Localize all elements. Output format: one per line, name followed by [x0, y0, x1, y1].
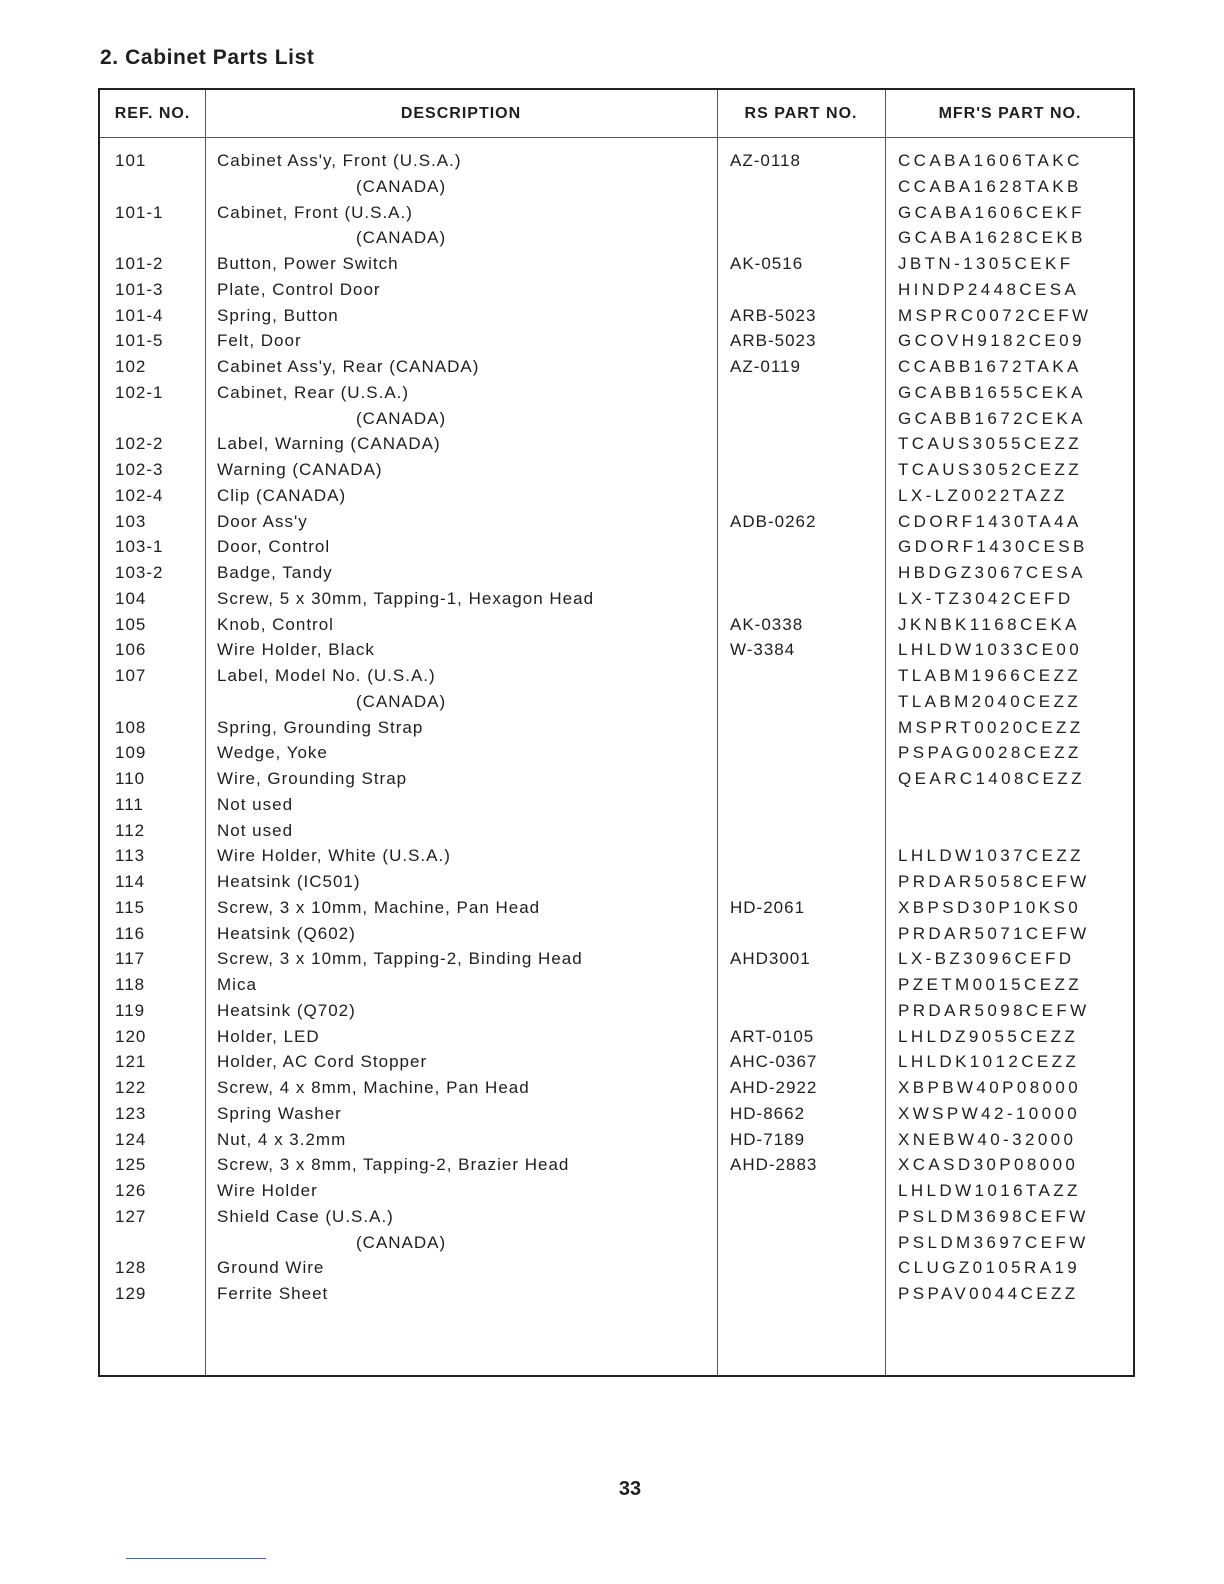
- mfr-part-no-cell: LHLDZ9055CEZZ: [898, 1026, 1079, 1046]
- table-row: [100, 869, 1133, 895]
- mfr-part-no-cell: TLABM1966CEZZ: [898, 666, 1082, 685]
- mfr-part-no-cell: TLABM2040CEZZ: [898, 691, 1082, 711]
- ref-no-cell: 106: [115, 640, 147, 660]
- description-cell: Label, Warning (CANADA): [217, 434, 441, 454]
- ref-no-cell: 121: [115, 1052, 147, 1072]
- mfr-part-no-cell: PSLDM3697CEFW: [898, 1232, 1089, 1252]
- description-cell: Screw, 5 x 30mm, Tapping-1, Hexagon Head: [217, 588, 595, 608]
- mfr-part-no-cell: CCABA1628TAKB: [898, 176, 1082, 196]
- mfr-part-no-cell: PSPAG0028CEZZ: [898, 743, 1082, 763]
- rs-part-no-cell: AK-0338: [730, 614, 804, 634]
- mfr-part-no-cell: CCABA1606TAKC: [898, 151, 1083, 170]
- table-row: [100, 303, 1133, 329]
- mfr-part-no-cell: PRDAR5071CEFW: [898, 923, 1090, 943]
- mfr-part-no-cell: JBTN-1305CEKF: [898, 254, 1074, 273]
- description-cell: Not used: [217, 794, 294, 814]
- mfr-part-no-cell: MSPRC0072CEFW: [898, 305, 1092, 325]
- description-cell: Holder, LED: [217, 1026, 320, 1046]
- footer-rule: [126, 1558, 266, 1559]
- table-row: [100, 560, 1133, 586]
- description-cell: Spring, Button: [217, 305, 339, 325]
- table-row: [100, 380, 1133, 406]
- mfr-part-no-cell: PRDAR5058CEFW: [898, 872, 1090, 891]
- mfr-part-no-cell: MSPRT0020CEZZ: [898, 717, 1084, 737]
- mfr-part-no-cell: GCABA1628CEKB: [898, 228, 1086, 248]
- mfr-part-no-cell: HINDP2448CESA: [898, 279, 1080, 299]
- table-row: [100, 1075, 1133, 1101]
- description-cell: Button, Power Switch: [217, 254, 399, 273]
- rs-part-no-cell: AHD3001: [730, 949, 811, 969]
- rs-part-no-cell: AHC-0367: [730, 1052, 818, 1072]
- table-row: [100, 663, 1133, 689]
- ref-no-cell: 114: [115, 872, 146, 891]
- mfr-part-no-cell: PZETM0015CEZZ: [898, 975, 1083, 994]
- parts-table: [98, 88, 1135, 1377]
- description-cell: Wire, Grounding Strap: [217, 769, 408, 788]
- description-cell: Heatsink (Q702): [217, 1000, 356, 1020]
- rs-part-no-cell: ART-0105: [730, 1026, 815, 1046]
- table-row: [100, 225, 1133, 251]
- table-row: [100, 715, 1133, 741]
- table-row: [100, 483, 1133, 509]
- table-row: [100, 921, 1133, 947]
- description-cell: Shield Case (U.S.A.): [217, 1206, 394, 1226]
- table-row: [100, 457, 1133, 483]
- table-row: [100, 586, 1133, 612]
- description-cell: Cabinet Ass'y, Front (U.S.A.): [217, 151, 462, 170]
- table-row: [100, 174, 1133, 200]
- table-row: [100, 843, 1133, 869]
- mfr-part-no-cell: PSLDM3698CEFW: [898, 1206, 1089, 1226]
- table-row: [100, 895, 1133, 921]
- header-divider: [100, 137, 1133, 138]
- ref-no-cell: 120: [115, 1026, 147, 1046]
- mfr-part-no-cell: LHLDW1016TAZZ: [898, 1181, 1081, 1200]
- table-row: [100, 1049, 1133, 1075]
- page-number: 33: [618, 1478, 642, 1500]
- description-cell: Heatsink (Q602): [217, 923, 356, 943]
- page-title: 2. Cabinet Parts List: [100, 46, 315, 69]
- rs-part-no-cell: HD-2061: [730, 897, 806, 917]
- ref-no-cell: 101-1: [115, 202, 164, 222]
- description-cell: Cabinet, Front (U.S.A.): [217, 202, 413, 222]
- table-row: [100, 946, 1133, 972]
- description-cell: Plate, Control Door: [217, 279, 381, 299]
- ref-no-cell: 101: [115, 151, 147, 170]
- table-row: [100, 740, 1133, 766]
- header-ref-no: REF. NO.: [114, 105, 191, 122]
- ref-no-cell: 101-3: [115, 279, 164, 299]
- ref-no-cell: 103-2: [115, 563, 164, 582]
- ref-no-cell: 107: [115, 666, 147, 685]
- mfr-part-no-cell: PSPAV0044CEZZ: [898, 1284, 1079, 1303]
- table-row: [100, 689, 1133, 715]
- ref-no-cell: 117: [115, 949, 146, 969]
- ref-no-cell: 102-4: [115, 485, 164, 505]
- rs-part-no-cell: AZ-0119: [730, 357, 801, 376]
- ref-no-cell: 102-3: [115, 460, 164, 479]
- description-cell: Door, Control: [217, 537, 331, 557]
- mfr-part-no-cell: XBPSD30P10KS0: [898, 897, 1082, 917]
- ref-no-cell: 116: [115, 923, 146, 943]
- description-cell: Clip (CANADA): [217, 485, 347, 505]
- mfr-part-no-cell: XBPBW40P08000: [898, 1078, 1082, 1097]
- ref-no-cell: 119: [115, 1000, 146, 1020]
- header-rs-part-no: RS PART NO.: [744, 105, 858, 122]
- table-row: [100, 328, 1133, 354]
- description-cell: Screw, 3 x 10mm, Machine, Pan Head: [217, 897, 541, 917]
- description-cell: Heatsink (IC501): [217, 872, 361, 891]
- mfr-part-no-cell: CDORF1430TA4A: [898, 511, 1082, 531]
- table-row: [100, 1152, 1133, 1178]
- description-cell: (CANADA): [356, 691, 447, 711]
- table-row: [100, 431, 1133, 457]
- ref-no-cell: 109: [115, 743, 147, 763]
- mfr-part-no-cell: LX-BZ3096CEFD: [898, 949, 1075, 969]
- table-row: [100, 277, 1133, 303]
- mfr-part-no-cell: CCABB1672TAKA: [898, 357, 1082, 376]
- table-row: [100, 818, 1133, 844]
- table-row: [100, 637, 1133, 663]
- description-cell: (CANADA): [356, 1232, 447, 1252]
- table-row: [100, 1204, 1133, 1230]
- ref-no-cell: 128: [115, 1258, 147, 1278]
- mfr-part-no-cell: GCABB1672CEKA: [898, 408, 1086, 428]
- mfr-part-no-cell: HBDGZ3067CESA: [898, 563, 1086, 582]
- description-cell: Screw, 3 x 10mm, Tapping-2, Binding Head: [217, 949, 583, 969]
- table-row: [100, 354, 1133, 380]
- rs-part-no-cell: HD-8662: [730, 1103, 806, 1123]
- description-cell: Cabinet Ass'y, Rear (CANADA): [217, 357, 480, 376]
- ref-no-cell: 102-2: [115, 434, 164, 454]
- description-cell: Screw, 3 x 8mm, Tapping-2, Brazier Head: [217, 1155, 570, 1175]
- description-cell: Badge, Tandy: [217, 563, 333, 582]
- ref-no-cell: 126: [115, 1181, 147, 1200]
- description-cell: Wire Holder, White (U.S.A.): [217, 846, 451, 866]
- ref-no-cell: 125: [115, 1155, 147, 1175]
- rs-part-no-cell: AHD-2922: [730, 1078, 818, 1097]
- ref-no-cell: 123: [115, 1103, 147, 1123]
- ref-no-cell: 122: [115, 1078, 147, 1097]
- table-row: [100, 200, 1133, 226]
- table-row: [100, 509, 1133, 535]
- ref-no-cell: 127: [115, 1206, 147, 1226]
- ref-no-cell: 108: [115, 717, 147, 737]
- mfr-part-no-cell: XCASD30P08000: [898, 1155, 1079, 1175]
- description-cell: Not used: [217, 820, 294, 840]
- description-cell: Spring Washer: [217, 1103, 342, 1123]
- description-cell: Cabinet, Rear (U.S.A.): [217, 382, 410, 402]
- table-row: [100, 1255, 1133, 1281]
- description-cell: Wire Holder: [217, 1181, 318, 1200]
- table-row: [100, 612, 1133, 638]
- mfr-part-no-cell: TCAUS3052CEZZ: [898, 460, 1083, 479]
- description-cell: Holder, AC Cord Stopper: [217, 1052, 428, 1072]
- rs-part-no-cell: AHD-2883: [730, 1155, 818, 1175]
- ref-no-cell: 111: [115, 794, 144, 814]
- mfr-part-no-cell: GCABA1606CEKF: [898, 202, 1085, 222]
- mfr-part-no-cell: CLUGZ0105RA19: [898, 1258, 1081, 1278]
- ref-no-cell: 104: [115, 588, 147, 608]
- description-cell: Ground Wire: [217, 1258, 325, 1278]
- description-cell: Knob, Control: [217, 614, 334, 634]
- mfr-part-no-cell: LHLDK1012CEZZ: [898, 1052, 1080, 1072]
- mfr-part-no-cell: GCOVH9182CE09: [898, 331, 1085, 351]
- table-row: [100, 972, 1133, 998]
- mfr-part-no-cell: XNEBW40-32000: [898, 1129, 1077, 1149]
- rs-part-no-cell: W-3384: [730, 640, 796, 660]
- description-cell: Label, Model No. (U.S.A.): [217, 666, 436, 685]
- description-cell: (CANADA): [356, 408, 447, 428]
- rs-part-no-cell: AZ-0118: [730, 151, 801, 170]
- mfr-part-no-cell: LX-TZ3042CEFD: [898, 588, 1074, 608]
- ref-no-cell: 103-1: [115, 537, 164, 557]
- table-row: [100, 1230, 1133, 1256]
- description-cell: (CANADA): [356, 176, 447, 196]
- header-mfr-part-no: MFR'S PART NO.: [938, 105, 1082, 122]
- rs-part-no-cell: ADB-0262: [730, 511, 817, 531]
- mfr-part-no-cell: GDORF1430CESB: [898, 537, 1088, 557]
- ref-no-cell: 112: [115, 820, 146, 840]
- description-cell: Felt, Door: [217, 331, 302, 351]
- mfr-part-no-cell: GCABB1655CEKA: [898, 382, 1086, 402]
- ref-no-cell: 124: [115, 1129, 147, 1149]
- table-row: [100, 534, 1133, 560]
- table-row: [100, 148, 1133, 174]
- description-cell: Spring, Grounding Strap: [217, 717, 424, 737]
- description-cell: Warning (CANADA): [217, 460, 383, 479]
- description-cell: Wire Holder, Black: [217, 640, 375, 660]
- ref-no-cell: 102: [115, 357, 147, 376]
- ref-no-cell: 110: [115, 769, 146, 788]
- ref-no-cell: 129: [115, 1284, 147, 1303]
- mfr-part-no-cell: JKNBK1168CEKA: [898, 614, 1080, 634]
- table-row: [100, 1024, 1133, 1050]
- ref-no-cell: 118: [115, 975, 146, 994]
- ref-no-cell: 101-2: [115, 254, 164, 273]
- mfr-part-no-cell: PRDAR5098CEFW: [898, 1000, 1090, 1020]
- table-row: [100, 251, 1133, 277]
- table-row: [100, 998, 1133, 1024]
- rs-part-no-cell: AK-0516: [730, 254, 804, 273]
- rs-part-no-cell: ARB-5023: [730, 331, 817, 351]
- description-cell: Door Ass'y: [217, 511, 308, 531]
- table-row: [100, 1178, 1133, 1204]
- description-cell: Screw, 4 x 8mm, Machine, Pan Head: [217, 1078, 530, 1097]
- mfr-part-no-cell: LX-LZ0022TAZZ: [898, 485, 1068, 505]
- ref-no-cell: 103: [115, 511, 147, 531]
- table-row: [100, 406, 1133, 432]
- rs-part-no-cell: HD-7189: [730, 1129, 806, 1149]
- rs-part-no-cell: ARB-5023: [730, 305, 817, 325]
- table-row: [100, 792, 1133, 818]
- description-cell: (CANADA): [356, 228, 447, 248]
- ref-no-cell: 115: [115, 897, 146, 917]
- mfr-part-no-cell: XWSPW42-10000: [898, 1103, 1081, 1123]
- ref-no-cell: 113: [115, 846, 146, 866]
- ref-no-cell: 101-4: [115, 305, 164, 325]
- ref-no-cell: 102-1: [115, 382, 164, 402]
- mfr-part-no-cell: LHLDW1037CEZZ: [898, 846, 1084, 866]
- description-cell: Wedge, Yoke: [217, 743, 328, 763]
- mfr-part-no-cell: QEARC1408CEZZ: [898, 769, 1085, 788]
- table-row: [100, 1101, 1133, 1127]
- ref-no-cell: 105: [115, 614, 147, 634]
- description-cell: Nut, 4 x 3.2mm: [217, 1129, 347, 1149]
- description-cell: Mica: [217, 975, 257, 994]
- mfr-part-no-cell: TCAUS3055CEZZ: [898, 434, 1083, 454]
- table-row: [100, 766, 1133, 792]
- description-cell: Ferrite Sheet: [217, 1284, 329, 1303]
- table-row: [100, 1127, 1133, 1153]
- header-description: DESCRIPTION: [400, 105, 522, 122]
- table-row: [100, 1281, 1133, 1307]
- ref-no-cell: 101-5: [115, 331, 164, 351]
- mfr-part-no-cell: LHLDW1033CE00: [898, 640, 1083, 660]
